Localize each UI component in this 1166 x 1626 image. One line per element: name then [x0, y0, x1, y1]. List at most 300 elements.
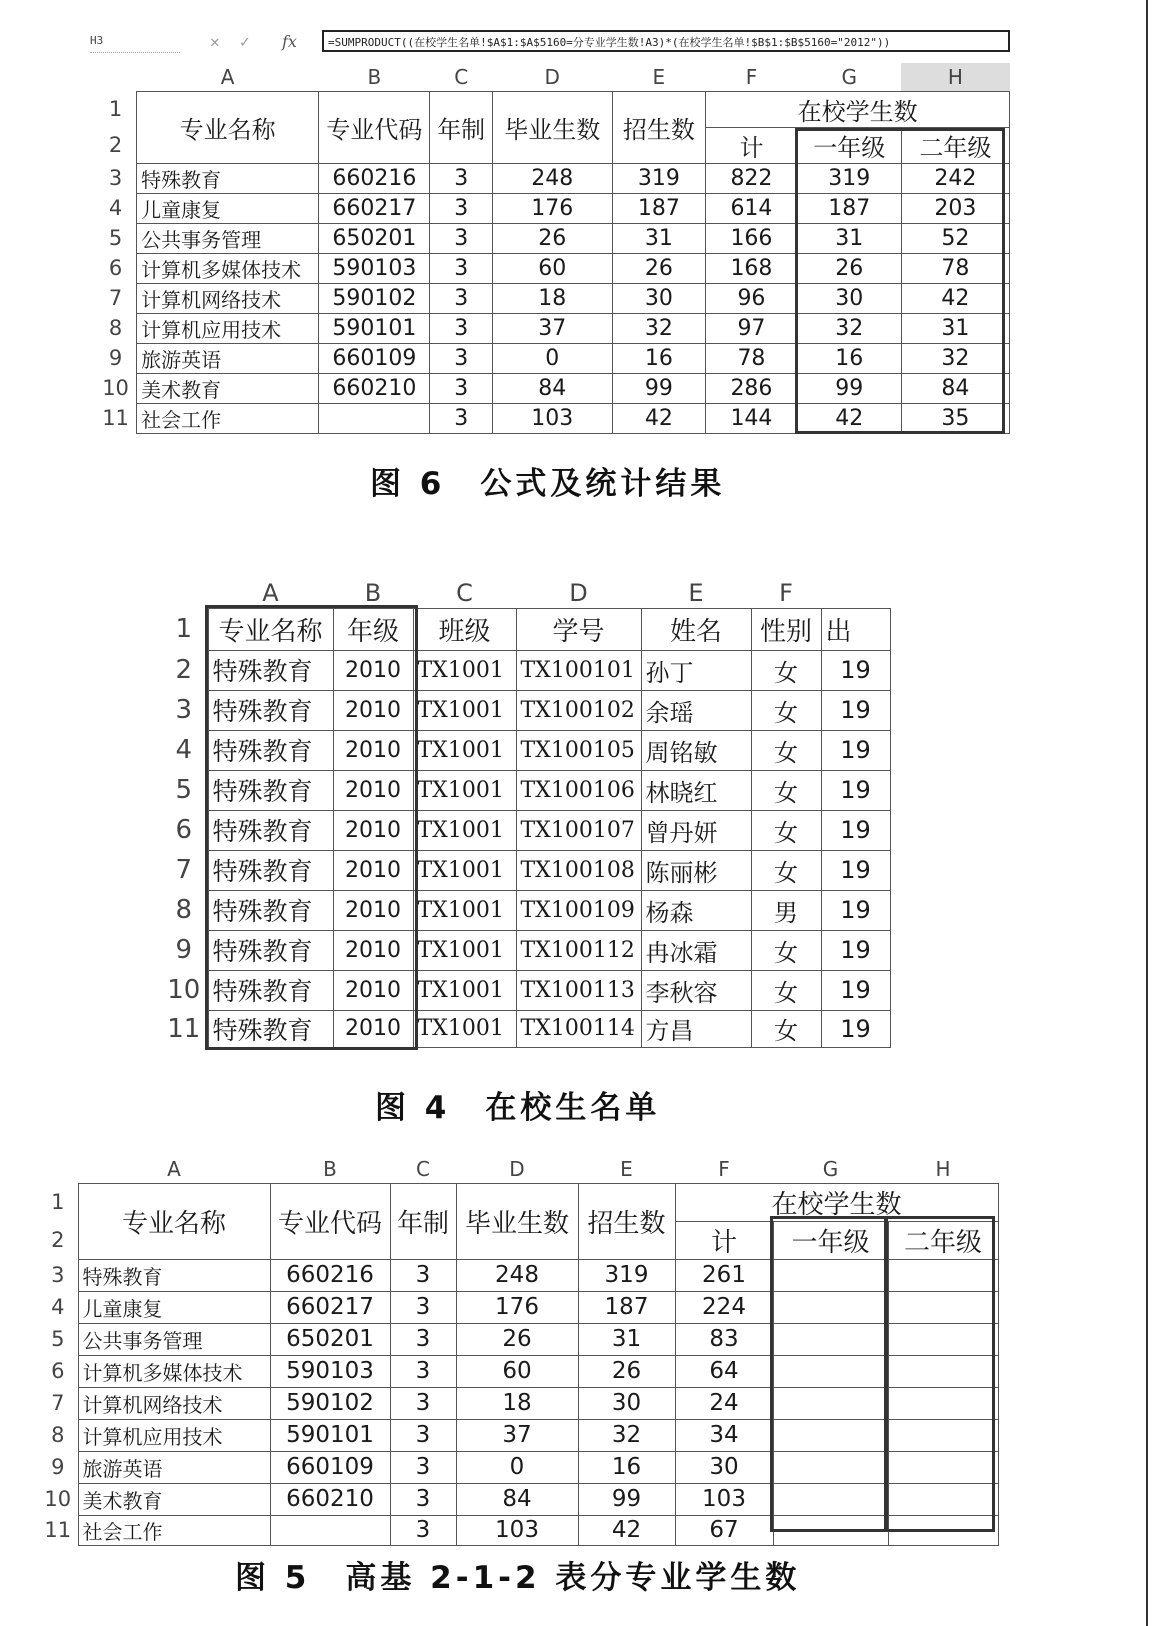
cell[interactable]: 特殊教育	[208, 650, 333, 690]
cell[interactable]	[888, 1291, 998, 1323]
hdr-cell[interactable]: 性别	[751, 608, 821, 650]
cell[interactable]: TX1001	[413, 730, 516, 770]
cell[interactable]: 168	[706, 253, 798, 283]
col-header[interactable]: C	[454, 64, 469, 89]
row-header[interactable]: 8	[51, 1423, 65, 1447]
cell[interactable]: 0	[492, 343, 612, 373]
cell[interactable]: 杨森	[641, 890, 751, 930]
cell[interactable]: 3	[430, 193, 492, 223]
cell[interactable]: 计算机应用技术	[78, 1419, 270, 1451]
cell[interactable]: 计算机应用技术	[137, 313, 319, 343]
cell[interactable]: 16	[612, 343, 706, 373]
cell[interactable]: 26	[612, 253, 706, 283]
col-header[interactable]: G	[822, 1156, 839, 1181]
row-header[interactable]: 9	[51, 1455, 65, 1479]
cell[interactable]: 30	[578, 1387, 675, 1419]
cell[interactable]: 3	[390, 1355, 456, 1387]
col-header[interactable]: B	[323, 1156, 337, 1181]
cell[interactable]: 女	[751, 730, 821, 770]
cell[interactable]: 女	[751, 930, 821, 970]
cell[interactable]: 30	[675, 1451, 773, 1483]
formula-input[interactable]: =SUMPRODUCT((在校学生名单!$A$1:$A$5160=分专业学生数!A3)*(在校学生名单!$B$1:$B$5160="2012"))	[322, 30, 1010, 52]
cell[interactable]: 3	[390, 1451, 456, 1483]
cell[interactable]: 特殊教育	[208, 770, 333, 810]
cell[interactable]: 660216	[319, 163, 430, 193]
col-header[interactable]: E	[688, 578, 704, 607]
cell[interactable]: 特殊教育	[208, 730, 333, 770]
cell[interactable]: 计算机多媒体技术	[78, 1355, 270, 1387]
cell[interactable]: 3	[430, 313, 492, 343]
cell[interactable]: 31	[612, 223, 706, 253]
col-header[interactable]	[821, 578, 890, 608]
cell[interactable]: TX1001	[413, 850, 516, 890]
cell[interactable]: 660217	[270, 1291, 390, 1323]
cell[interactable]: 女	[751, 690, 821, 730]
cell[interactable]: 19	[821, 970, 890, 1010]
row-header[interactable]: 7	[51, 1391, 65, 1415]
cell[interactable]: 2010	[333, 930, 413, 970]
cell[interactable]	[888, 1419, 998, 1451]
cell[interactable]: 2010	[333, 850, 413, 890]
cell[interactable]	[773, 1419, 888, 1451]
formula-bar	[90, 30, 1010, 56]
cell[interactable]: 19	[821, 930, 890, 970]
hdr-years[interactable]: 年制	[390, 1183, 456, 1259]
cell[interactable]: 42	[612, 403, 706, 433]
cell[interactable]: 旅游英语	[137, 343, 319, 373]
cell[interactable]: 3	[390, 1291, 456, 1323]
cell[interactable]: 64	[675, 1355, 773, 1387]
row-header[interactable]: 9	[175, 935, 193, 965]
cell[interactable]: 319	[578, 1259, 675, 1291]
cell[interactable]: 冉冰霜	[641, 930, 751, 970]
cell[interactable]: 42	[901, 283, 1009, 313]
cell[interactable]: 660217	[319, 193, 430, 223]
cell[interactable]	[773, 1259, 888, 1291]
row-header[interactable]: 7	[108, 286, 123, 310]
cell[interactable]: 319	[797, 163, 901, 193]
cell[interactable]	[773, 1323, 888, 1355]
cell[interactable]: TX1001	[413, 810, 516, 850]
cell[interactable]: 旅游英语	[78, 1451, 270, 1483]
row-header[interactable]: 4	[108, 196, 123, 220]
cell[interactable]: 特殊教育	[208, 970, 333, 1010]
hdr-y1[interactable]: 一年级	[773, 1221, 888, 1259]
cell[interactable]: 19	[821, 810, 890, 850]
cell[interactable]: 103	[456, 1515, 578, 1545]
cell[interactable]: 32	[797, 313, 901, 343]
cell[interactable]: 计算机多媒体技术	[137, 253, 319, 283]
cell[interactable]: 650201	[319, 223, 430, 253]
col-header[interactable]: D	[569, 578, 588, 607]
cell[interactable]: TX1001	[413, 1010, 516, 1047]
cell[interactable]: 余瑶	[641, 690, 751, 730]
cell[interactable]: 16	[797, 343, 901, 373]
hdr-enroll[interactable]: 招生数	[612, 91, 706, 163]
cell[interactable]: 176	[492, 193, 612, 223]
cell[interactable]: 19	[821, 770, 890, 810]
cell[interactable]	[888, 1387, 998, 1419]
cell[interactable]: 3	[390, 1419, 456, 1451]
cell[interactable]: 31	[901, 313, 1009, 343]
cell[interactable]: 女	[751, 1010, 821, 1047]
cell[interactable]: 30	[612, 283, 706, 313]
cell[interactable]: 37	[492, 313, 612, 343]
cell[interactable]: 103	[675, 1483, 773, 1515]
cell[interactable]: 78	[901, 253, 1009, 283]
cell[interactable]: 周铭敏	[641, 730, 751, 770]
cell[interactable]: 84	[901, 373, 1009, 403]
cell[interactable]: 特殊教育	[208, 850, 333, 890]
col-header[interactable]: F	[779, 578, 793, 607]
cell[interactable]: 林晓红	[641, 770, 751, 810]
cell[interactable]: 30	[797, 283, 901, 313]
col-header[interactable]: B	[367, 64, 382, 89]
cell[interactable]: TX100113	[516, 970, 641, 1010]
cell[interactable]: 660210	[319, 373, 430, 403]
cell[interactable]: 特殊教育	[78, 1259, 270, 1291]
row-header[interactable]: 1	[108, 97, 123, 121]
cell[interactable]: 83	[675, 1323, 773, 1355]
cell[interactable]	[773, 1451, 888, 1483]
cell[interactable]: 3	[390, 1387, 456, 1419]
cell[interactable]: 96	[706, 283, 798, 313]
row-header[interactable]: 2	[51, 1228, 65, 1252]
cell[interactable]: 陈丽彬	[641, 850, 751, 890]
cell[interactable]: 31	[797, 223, 901, 253]
cell[interactable]: TX100109	[516, 890, 641, 930]
col-header[interactable]: E	[620, 1156, 633, 1181]
col-header[interactable]: G	[841, 64, 857, 89]
cell[interactable]: 34	[675, 1419, 773, 1451]
hdr-major[interactable]: 专业名称	[137, 91, 319, 163]
cell[interactable]: 614	[706, 193, 798, 223]
cell[interactable]: 319	[612, 163, 706, 193]
col-header[interactable]: D	[544, 64, 560, 89]
name-box[interactable]: H3	[90, 34, 180, 53]
cell[interactable]: 52	[901, 223, 1009, 253]
cell[interactable]: 美术教育	[137, 373, 319, 403]
col-header[interactable]: A	[220, 64, 235, 89]
cell[interactable]: TX100107	[516, 810, 641, 850]
cell[interactable]: 2010	[333, 650, 413, 690]
row-header[interactable]: 8	[175, 895, 193, 925]
cell[interactable]: 31	[578, 1323, 675, 1355]
cell[interactable]: 儿童康复	[78, 1291, 270, 1323]
cell[interactable]: 公共事务管理	[137, 223, 319, 253]
cell[interactable]: 3	[430, 283, 492, 313]
cell[interactable]: 3	[390, 1259, 456, 1291]
row-header[interactable]: 3	[175, 695, 193, 725]
col-header[interactable]: A	[167, 1156, 181, 1181]
cell[interactable]: TX1001	[413, 970, 516, 1010]
cell[interactable]: TX100114	[516, 1010, 641, 1047]
cell[interactable]: 曾丹妍	[641, 810, 751, 850]
col-header[interactable]: E	[652, 64, 666, 89]
col-header[interactable]: F	[718, 1156, 730, 1181]
cell[interactable]	[888, 1259, 998, 1291]
row-header[interactable]: 11	[102, 406, 129, 430]
hdr-grads[interactable]: 毕业生数	[492, 91, 612, 163]
row-header[interactable]: 10	[167, 975, 201, 1005]
cell[interactable]: 37	[456, 1419, 578, 1451]
cell[interactable]: 19	[821, 1010, 890, 1047]
cell[interactable]	[773, 1515, 888, 1545]
hdr-cell[interactable]: 班级	[413, 608, 516, 650]
cell[interactable]: TX100108	[516, 850, 641, 890]
cell[interactable]: 2010	[333, 970, 413, 1010]
table-row	[95, 283, 1010, 313]
cell[interactable]: 60	[456, 1355, 578, 1387]
col-header[interactable]: C	[416, 1156, 430, 1181]
cell[interactable]	[773, 1387, 888, 1419]
row-header[interactable]: 4	[51, 1295, 65, 1319]
cell[interactable]: 26	[797, 253, 901, 283]
cell[interactable]: TX1001	[413, 770, 516, 810]
hdr-code[interactable]: 专业代码	[270, 1183, 390, 1259]
cell[interactable]	[888, 1451, 998, 1483]
cell[interactable]: 孙丁	[641, 650, 751, 690]
hdr-total[interactable]: 计	[675, 1221, 773, 1259]
cell[interactable]	[319, 403, 430, 433]
cell[interactable]: 李秋容	[641, 970, 751, 1010]
cell[interactable]: TX1001	[413, 930, 516, 970]
cell[interactable]: TX100101	[516, 650, 641, 690]
cell[interactable]: 224	[675, 1291, 773, 1323]
cell[interactable]: 儿童康复	[137, 193, 319, 223]
hdr-code[interactable]: 专业代码	[319, 91, 430, 163]
row-header[interactable]: 6	[108, 256, 123, 280]
hdr-cell[interactable]: 学号	[516, 608, 641, 650]
cell[interactable]: 822	[706, 163, 798, 193]
row-header[interactable]: 7	[175, 855, 193, 885]
cell[interactable]: 特殊教育	[208, 690, 333, 730]
cell[interactable]: 144	[706, 403, 798, 433]
cell[interactable]: 166	[706, 223, 798, 253]
cell[interactable]: 248	[456, 1259, 578, 1291]
cell[interactable]: TX100102	[516, 690, 641, 730]
cell[interactable]: 590101	[270, 1419, 390, 1451]
hdr-enroll[interactable]: 招生数	[578, 1183, 675, 1259]
row-header[interactable]: 8	[108, 316, 123, 340]
cell[interactable]: 187	[578, 1291, 675, 1323]
cell[interactable]	[773, 1291, 888, 1323]
row-header[interactable]: 10	[102, 376, 129, 400]
cell[interactable]: 660210	[270, 1483, 390, 1515]
row-header[interactable]: 3	[108, 166, 123, 190]
cell[interactable]: 3	[430, 403, 492, 433]
row-header[interactable]: 1	[175, 614, 193, 644]
cell[interactable]: TX1001	[413, 890, 516, 930]
cell[interactable]	[773, 1355, 888, 1387]
row-header[interactable]: 9	[108, 346, 123, 370]
cell[interactable]: 特殊教育	[208, 890, 333, 930]
cell[interactable]: 103	[492, 403, 612, 433]
cell[interactable]	[888, 1483, 998, 1515]
cell[interactable]: 187	[797, 193, 901, 223]
cell[interactable]: 18	[492, 283, 612, 313]
cell[interactable]: 32	[901, 343, 1009, 373]
cell[interactable]	[270, 1515, 390, 1545]
row-header[interactable]: 6	[175, 815, 193, 845]
cell[interactable]: 35	[901, 403, 1009, 433]
cell[interactable]: 203	[901, 193, 1009, 223]
col-header[interactable]: D	[509, 1156, 525, 1181]
hdr-cell[interactable]: 年级	[333, 608, 413, 650]
cell[interactable]: 3	[390, 1483, 456, 1515]
cell[interactable]	[888, 1323, 998, 1355]
cell[interactable]: 32	[612, 313, 706, 343]
row-header[interactable]: 10	[44, 1487, 72, 1511]
cell[interactable]: 3	[430, 253, 492, 283]
table-row	[38, 1451, 998, 1483]
col-header-selected[interactable]: H	[901, 63, 1009, 91]
cell[interactable]: 590102	[319, 283, 430, 313]
cell[interactable]: 286	[706, 373, 798, 403]
cell[interactable]: 26	[578, 1355, 675, 1387]
cell[interactable]: 60	[492, 253, 612, 283]
cell[interactable]: 2010	[333, 770, 413, 810]
cell[interactable]: 19	[821, 890, 890, 930]
cell[interactable]: 19	[821, 690, 890, 730]
cell[interactable]: 女	[751, 850, 821, 890]
col-header[interactable]: H	[935, 1156, 951, 1181]
cell[interactable]: 590103	[319, 253, 430, 283]
hdr-grads[interactable]: 毕业生数	[456, 1183, 578, 1259]
cell[interactable]: 78	[706, 343, 798, 373]
cell[interactable]: 女	[751, 970, 821, 1010]
cell[interactable]: 2010	[333, 690, 413, 730]
cell[interactable]: 590101	[319, 313, 430, 343]
cell[interactable]: 26	[492, 223, 612, 253]
cell[interactable]	[888, 1515, 998, 1545]
cell[interactable]: 2010	[333, 1010, 413, 1047]
cell[interactable]: 660109	[270, 1451, 390, 1483]
row-header[interactable]: 5	[175, 775, 193, 805]
cell[interactable]: 99	[797, 373, 901, 403]
cell[interactable]: 社会工作	[78, 1515, 270, 1545]
hdr-major[interactable]: 专业名称	[78, 1183, 270, 1259]
hdr-group[interactable]: 在校学生数	[675, 1183, 998, 1221]
cell[interactable]: 3	[390, 1323, 456, 1355]
cell[interactable]: 19	[821, 850, 890, 890]
hdr-cell[interactable]: 专业名称	[208, 608, 333, 650]
cell[interactable]: 2010	[333, 810, 413, 850]
cell[interactable]	[773, 1483, 888, 1515]
hdr-group[interactable]: 在校学生数	[706, 91, 1010, 127]
cell[interactable]: 女	[751, 810, 821, 850]
row-header[interactable]: 3	[51, 1263, 65, 1287]
cell[interactable]: 67	[675, 1515, 773, 1545]
cell[interactable]: TX1001	[413, 650, 516, 690]
cell[interactable]: 女	[751, 770, 821, 810]
cell[interactable]: 660109	[319, 343, 430, 373]
col-header[interactable]: C	[456, 578, 473, 607]
cell[interactable]: 特殊教育	[208, 1010, 333, 1047]
cell[interactable]: 84	[492, 373, 612, 403]
cell[interactable]: 16	[578, 1451, 675, 1483]
cell[interactable]: 特殊教育	[137, 163, 319, 193]
row-header[interactable]: 2	[108, 133, 123, 157]
cell[interactable]: 3	[430, 373, 492, 403]
cell[interactable]: 590102	[270, 1387, 390, 1419]
cell[interactable]: 特殊教育	[208, 810, 333, 850]
cell[interactable]: TX100112	[516, 930, 641, 970]
cell[interactable]: 3	[390, 1515, 456, 1545]
cell[interactable]: 2010	[333, 730, 413, 770]
cell[interactable]: 18	[456, 1387, 578, 1419]
cell[interactable]: 计算机网络技术	[78, 1387, 270, 1419]
row-header[interactable]: 11	[44, 1518, 72, 1542]
cell[interactable]: 248	[492, 163, 612, 193]
hdr-y1[interactable]: 一年级	[797, 127, 901, 163]
cell[interactable]: 99	[578, 1483, 675, 1515]
cell[interactable]: 男	[751, 890, 821, 930]
cell[interactable]: 99	[612, 373, 706, 403]
row-header[interactable]: 4	[175, 735, 193, 765]
cell[interactable]: TX100105	[516, 730, 641, 770]
cell[interactable]: 3	[430, 223, 492, 253]
row-header[interactable]: 5	[108, 226, 123, 250]
col-header[interactable]: B	[364, 578, 382, 607]
cell[interactable]: 242	[901, 163, 1009, 193]
cell[interactable]: 公共事务管理	[78, 1323, 270, 1355]
cell[interactable]: 0	[456, 1451, 578, 1483]
row-header[interactable]: 1	[51, 1190, 65, 1214]
cell[interactable]: 42	[578, 1515, 675, 1545]
row-header[interactable]: 6	[51, 1359, 65, 1383]
hdr-total[interactable]: 计	[706, 127, 798, 163]
cell[interactable]: 计算机网络技术	[137, 283, 319, 313]
hdr-y2[interactable]: 二年级	[901, 127, 1009, 163]
cell[interactable]: 261	[675, 1259, 773, 1291]
cell[interactable]: 32	[578, 1419, 675, 1451]
cell[interactable]: 590103	[270, 1355, 390, 1387]
cell[interactable]: 650201	[270, 1323, 390, 1355]
cell[interactable]: 26	[456, 1323, 578, 1355]
cell[interactable]: 187	[612, 193, 706, 223]
cell[interactable]: 方昌	[641, 1010, 751, 1047]
row-header[interactable]: 5	[51, 1327, 65, 1351]
cell[interactable]: TX100106	[516, 770, 641, 810]
cell[interactable]: 美术教育	[78, 1483, 270, 1515]
cell[interactable]: 660216	[270, 1259, 390, 1291]
cell[interactable]: 19	[821, 650, 890, 690]
hdr-cell[interactable]: 姓名	[641, 608, 751, 650]
cell[interactable]: TX1001	[413, 690, 516, 730]
row-header[interactable]: 2	[175, 655, 193, 685]
cell[interactable]: 女	[751, 650, 821, 690]
cell[interactable]	[888, 1355, 998, 1387]
col-header[interactable]: A	[262, 578, 279, 607]
cell[interactable]: 176	[456, 1291, 578, 1323]
cell[interactable]: 社会工作	[137, 403, 319, 433]
cell[interactable]: 42	[797, 403, 901, 433]
hdr-y2[interactable]: 二年级	[888, 1221, 998, 1259]
cell[interactable]: 19	[821, 730, 890, 770]
row-header[interactable]: 11	[167, 1013, 201, 1044]
hdr-years[interactable]: 年制	[430, 91, 492, 163]
cell[interactable]: 3	[430, 343, 492, 373]
cell[interactable]: 2010	[333, 890, 413, 930]
cell[interactable]: 3	[430, 163, 492, 193]
col-header[interactable]: F	[745, 64, 758, 89]
cell[interactable]: 特殊教育	[208, 930, 333, 970]
hdr-cell[interactable]: 出	[821, 608, 890, 650]
cell[interactable]: 84	[456, 1483, 578, 1515]
cell[interactable]: 24	[675, 1387, 773, 1419]
cell[interactable]: 97	[706, 313, 798, 343]
